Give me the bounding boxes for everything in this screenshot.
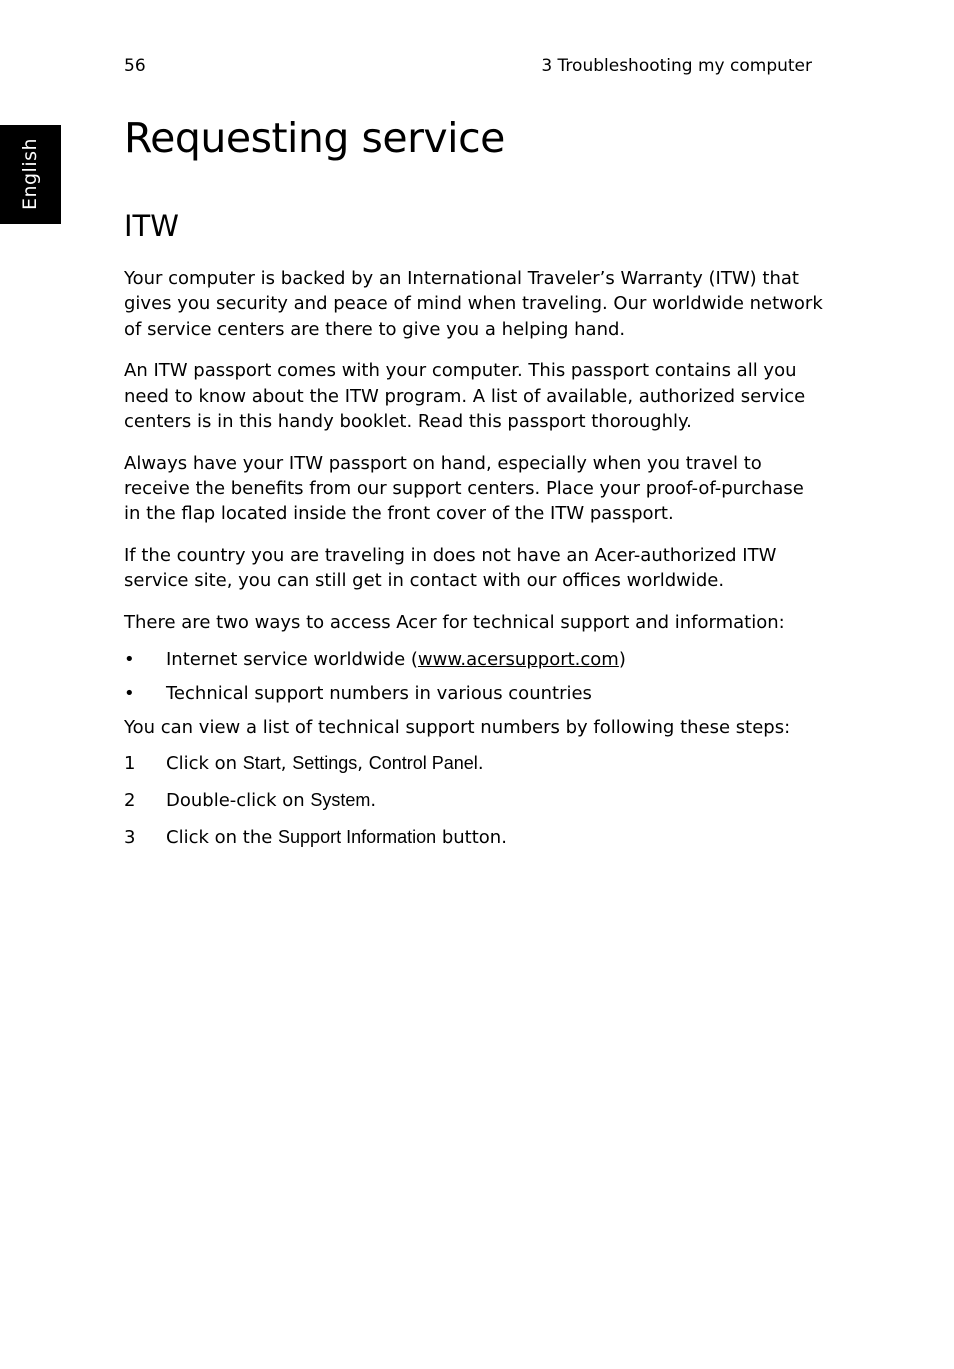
step-text: , [280,752,293,774]
language-tab [0,125,61,224]
bullet-marker: • [124,648,135,670]
language-tab-label: English [19,137,41,211]
paragraph: Always have your ITW passport on hand, especially when you travel to receive the benefits from our support centers. Place your proof-of-purchase in the flap located inside the front cover of the ITW passport. [124,452,804,525]
step-item [124,788,824,813]
ui-term: Control Panel [368,752,478,773]
step-text: button. [436,826,507,848]
page-content [124,108,824,862]
list-item-text: ) [618,648,626,670]
bullet-marker: • [124,682,135,704]
ui-term: Start [242,752,281,773]
page-title: Requesting service [124,114,505,162]
list-item [124,647,824,672]
paragraph: An ITW passport comes with your computer. This passport contains all you need to know about the ITW program. A list of available, authorized service centers is in this handy booklet. Read this passport thoroughly. [124,360,806,432]
step-text: Click on [166,752,243,774]
ui-term: System [310,789,371,810]
list-item-text: Technical support numbers in various countries [166,682,592,704]
step-item [124,751,824,776]
ui-term: Support Information [278,826,437,847]
paragraph: Your computer is backed by an International Traveler’s Warranty (ITW) that gives you security and peace of mind when traveling. Our worldwide network of service centers are there to give you a helping hand. [124,268,823,340]
acersupport-link[interactable]: www.acersupport.com [417,648,619,670]
list-item [124,681,824,706]
steps-list [124,751,824,850]
page-number: 56 [124,56,146,76]
step-text: , [357,752,369,774]
step-number: 2 [124,789,136,811]
list-item-text: Internet service worldwide ( [166,648,418,670]
paragraph: There are two ways to access Acer for technical support and information: [124,612,785,634]
section-heading: ITW [124,209,179,243]
running-header: 3 Troubleshooting my computer [541,56,812,76]
steps-intro: You can view a list of technical support numbers by following these steps: [124,716,791,738]
paragraph: If the country you are traveling in does not have an Acer-authorized ITW service site, you can still get in contact with our offices worldwide. [124,545,777,592]
step-item [124,825,824,850]
step-number: 3 [124,826,136,848]
ui-term: Settings [292,752,358,773]
step-text: . [477,752,484,774]
step-text: . [370,789,377,811]
step-text: Double-click on [166,789,311,811]
bullet-list [124,647,824,706]
step-number: 1 [124,752,136,774]
step-text: Click on the [166,826,279,848]
